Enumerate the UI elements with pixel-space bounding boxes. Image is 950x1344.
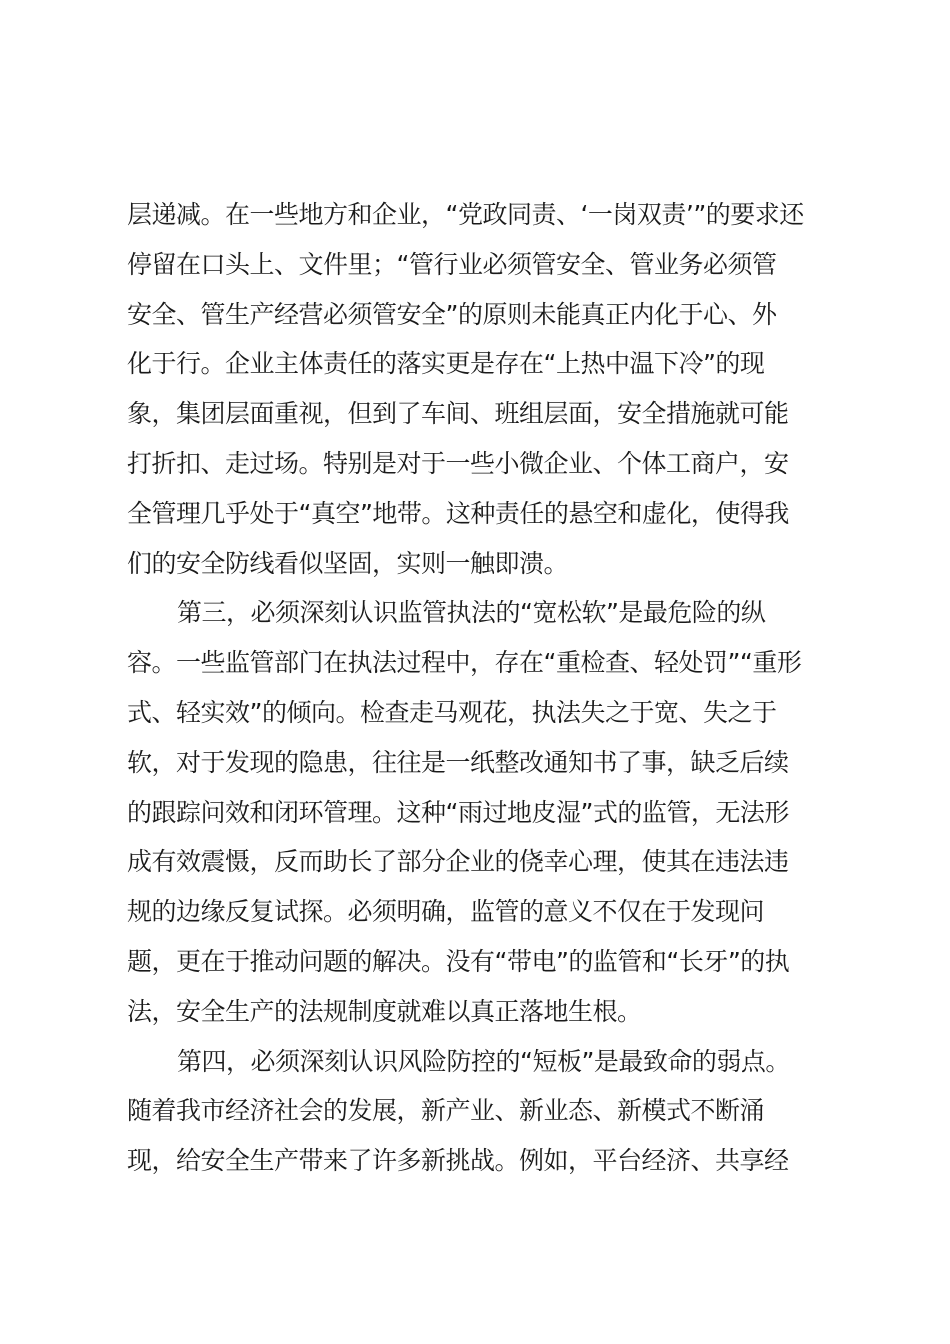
text-line: 全管理几乎处于“真空”地带。这种责任的悬空和虚化，使得我 xyxy=(127,498,789,528)
text-line: 规的边缘反复试探。必须明确，监管的意义不仅在于发现问 xyxy=(127,897,765,927)
paragraph-continuation xyxy=(127,190,827,588)
text-line: 们的安全防线看似坚固，实则一触即溃。 xyxy=(127,548,569,578)
text-line: 容。一些监管部门在执法过程中，存在“重检查、轻处罚”“重形 xyxy=(127,648,802,678)
text-line: 的跟踪问效和闭环管理。这种“雨过地皮湿”式的监管，无法形 xyxy=(127,797,789,827)
text-line: 法，安全生产的法规制度就难以真正落地生根。 xyxy=(127,996,642,1026)
document-body xyxy=(127,190,827,1186)
text-line: 象，集团层面重视，但到了车间、班组层面，安全措施就可能 xyxy=(127,399,789,429)
text-line: 题，更在于推动问题的解决。没有“带电”的监管和“长牙”的执 xyxy=(127,946,790,976)
text-line: 化于行。企业主体责任的落实更是存在“上热中温下冷”的现 xyxy=(127,349,765,379)
text-line: 式、轻实效”的倾向。检查走马观花，执法失之于宽、失之于 xyxy=(127,697,777,727)
text-line: 成有效震慑，反而助长了部分企业的侥幸心理，使其在违法违 xyxy=(127,847,789,877)
text-line: 安全、管生产经营必须管安全”的原则未能真正内化于心、外 xyxy=(127,299,777,329)
text-line: 层递减。在一些地方和企业，“党政同责、‘一岗双责’”的要求还 xyxy=(127,200,804,229)
paragraph-third-point xyxy=(127,588,827,1036)
text-line: 第三，必须深刻认识监管执法的“宽松软”是最危险的纵 xyxy=(177,598,766,628)
paragraph-fourth-point xyxy=(127,1037,827,1186)
text-line: 停留在口头上、文件里；“管行业必须管安全、管业务必须管 xyxy=(127,249,777,279)
text-line: 第四，必须深刻认识风险防控的“短板”是最致命的弱点。 xyxy=(177,1046,790,1076)
text-line: 现，给安全生产带来了许多新挑战。例如，平台经济、共享经 xyxy=(127,1146,789,1176)
text-line: 软，对于发现的隐患，往往是一纸整改通知书了事，缺乏后续 xyxy=(127,747,789,777)
text-line: 随着我市经济社会的发展，新产业、新业态、新模式不断涌 xyxy=(127,1096,765,1126)
text-line: 打折扣、走过场。特别是对于一些小微企业、个体工商户，安 xyxy=(127,448,789,478)
